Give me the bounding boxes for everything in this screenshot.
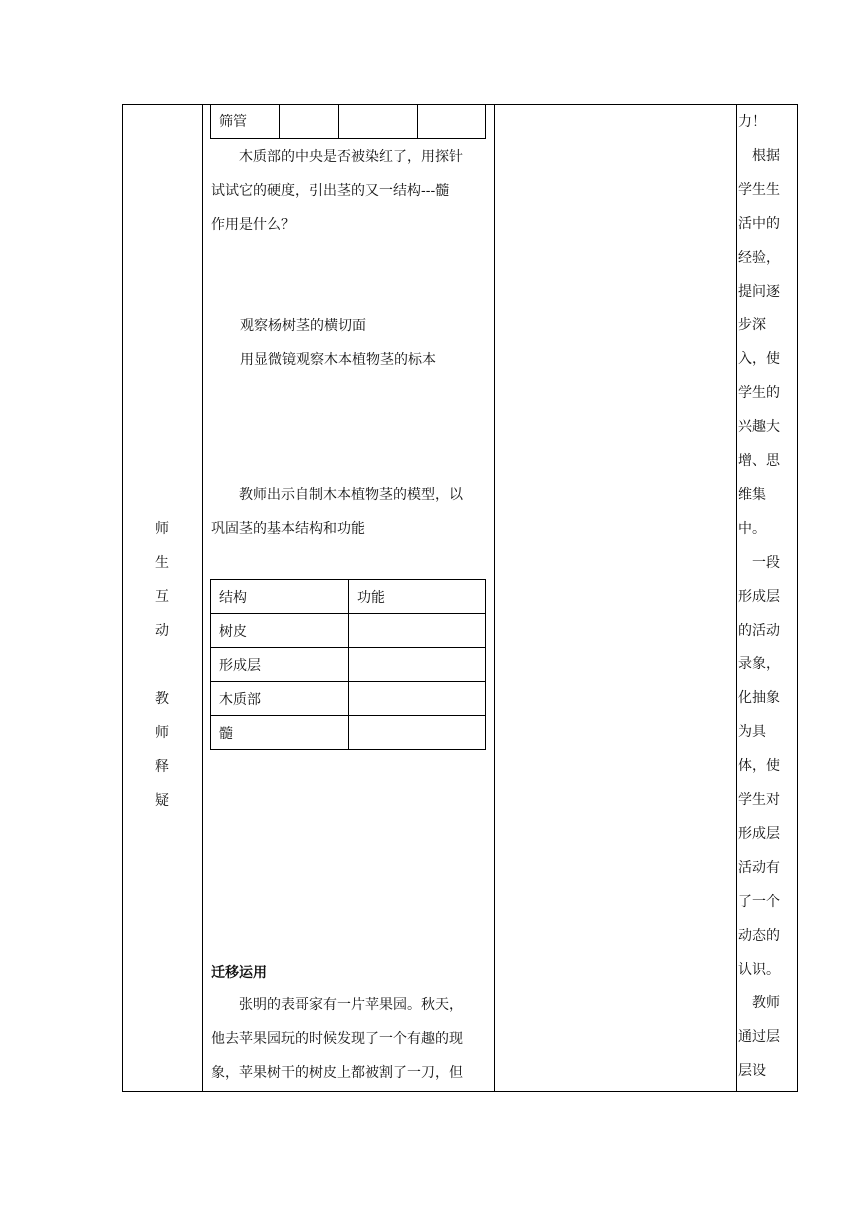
note-line: 中。 <box>738 520 766 537</box>
table-cell: 木质部 <box>211 682 349 716</box>
table-header-cell: 功能 <box>349 580 486 614</box>
note-line: 步深 <box>738 317 766 334</box>
top-table-bottom-border <box>210 138 486 139</box>
frame-top-border <box>122 104 798 105</box>
paragraph-line: 试试它的硬度，引出茎的又一结构---髓 <box>211 183 450 199</box>
section-heading: 迁移运用 <box>211 965 267 981</box>
paragraph-line: 巩固茎的基本结构和功能 <box>211 521 365 537</box>
table-header-row <box>211 580 486 614</box>
note-line: 增、思 <box>738 453 780 469</box>
note-line: 学生的 <box>738 385 780 402</box>
table-row <box>211 716 486 750</box>
note-line: 力！ <box>738 114 766 130</box>
note-line: 体，使 <box>738 758 780 775</box>
paragraph-line: 他去苹果园玩的时候发现了一个有趣的现 <box>211 1031 463 1047</box>
table-cell <box>349 682 486 716</box>
note-line: 认识。 <box>738 961 780 978</box>
table-row <box>211 682 486 716</box>
table-row <box>211 614 486 648</box>
note-line: 学生对 <box>738 792 780 808</box>
column-divider-2 <box>494 104 495 1092</box>
note-line: 根据 <box>738 147 780 164</box>
top-table-row-label: 筛管 <box>219 114 247 130</box>
left-char: 动 <box>155 623 169 639</box>
top-table-divider <box>417 104 418 139</box>
note-line: 入，使 <box>738 351 780 368</box>
left-char: 教 <box>155 691 169 707</box>
left-char: 师 <box>155 725 169 741</box>
note-line: 兴趣大 <box>738 419 780 436</box>
frame-right-border <box>797 104 798 1092</box>
note-line: 维集 <box>738 486 766 503</box>
note-line: 录象， <box>738 656 780 673</box>
note-line: 形成层 <box>738 588 780 605</box>
note-line: 学生生 <box>738 181 780 198</box>
table-cell <box>349 614 486 648</box>
note-line: 形成层 <box>738 825 780 842</box>
table-cell: 髓 <box>211 716 349 750</box>
paragraph-line: 作用是什么？ <box>211 217 295 233</box>
top-table-left-border <box>210 104 211 139</box>
left-char: 释 <box>155 759 169 775</box>
note-line: 为具 <box>738 724 766 741</box>
left-char: 师 <box>155 521 169 537</box>
table-cell <box>349 716 486 750</box>
left-char: 疑 <box>155 793 169 809</box>
note-line: 层设 <box>738 1063 766 1080</box>
table-cell: 树皮 <box>211 614 349 648</box>
structure-function-table <box>210 579 486 750</box>
paragraph-line: 教师出示自制木本植物茎的模型，以 <box>239 487 463 503</box>
top-table-divider <box>279 104 280 139</box>
note-line: 通过层 <box>738 1029 780 1046</box>
paragraph-line: 木质部的中央是否被染红了，用探针 <box>239 149 463 165</box>
table-cell <box>349 648 486 682</box>
top-table-right-border <box>485 104 486 139</box>
top-table-divider <box>338 104 339 139</box>
note-line: 的活动 <box>738 622 780 639</box>
left-char: 互 <box>155 589 169 605</box>
note-line: 提问逐 <box>738 283 780 300</box>
table-header-cell: 结构 <box>211 580 349 614</box>
table-row <box>211 648 486 682</box>
note-line: 动态的 <box>738 927 780 944</box>
paragraph-line: 象，苹果树干的树皮上都被割了一刀，但 <box>211 1065 463 1081</box>
note-line: 经验， <box>738 249 780 266</box>
note-line: 教师 <box>738 995 780 1012</box>
note-line: 活动有 <box>738 859 780 876</box>
table-cell: 形成层 <box>211 648 349 682</box>
left-char: 生 <box>155 555 169 571</box>
note-line: 一段 <box>738 554 780 571</box>
observe-line: 观察杨树茎的横切面 <box>240 318 366 334</box>
frame-bottom-border <box>122 1091 798 1092</box>
column-divider-3 <box>736 104 737 1092</box>
note-line: 化抽象 <box>738 690 780 707</box>
microscope-line: 用显微镜观察木本植物茎的标本 <box>240 352 436 368</box>
note-line: 活中的 <box>738 215 780 232</box>
column-divider-1 <box>202 104 203 1092</box>
note-line: 了一个 <box>738 893 780 910</box>
paragraph-line: 张明的表哥家有一片苹果园。秋天， <box>239 997 463 1013</box>
